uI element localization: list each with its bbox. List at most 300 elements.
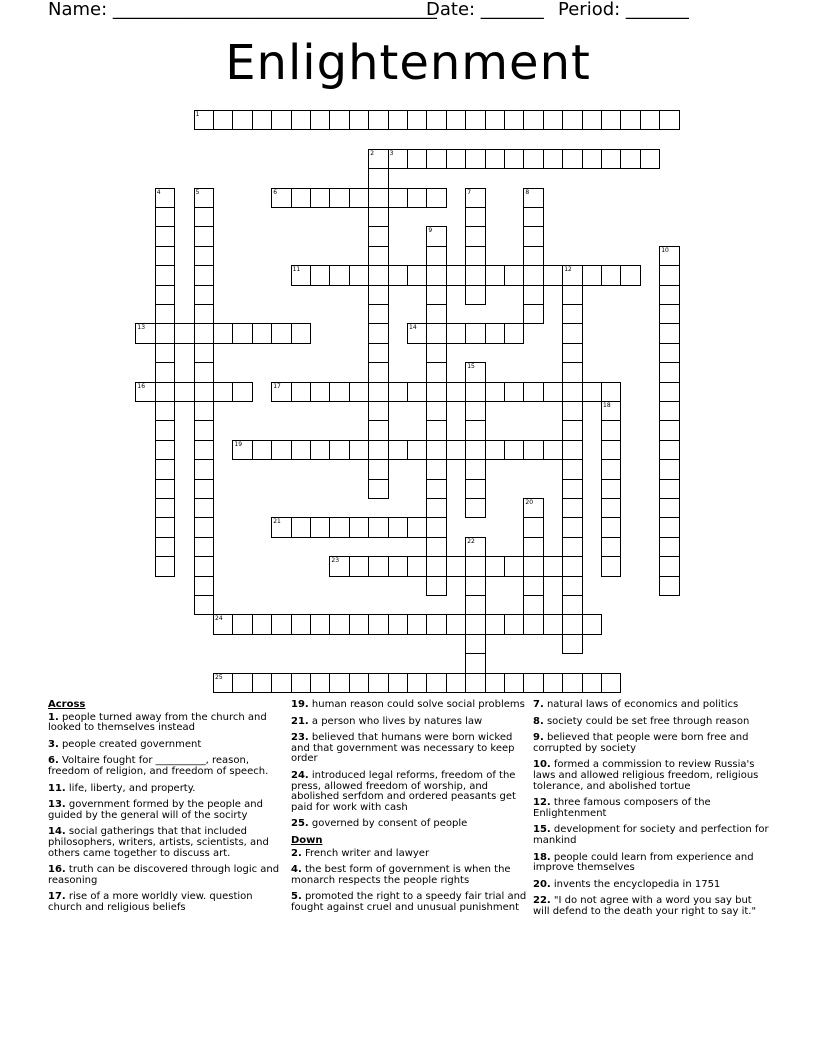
grid-cell[interactable] (368, 556, 388, 576)
grid-cell[interactable] (465, 110, 485, 130)
grid-cell[interactable] (523, 188, 543, 208)
grid-cell[interactable] (194, 207, 214, 227)
grid-cell[interactable] (388, 673, 408, 693)
grid-cell[interactable] (562, 362, 582, 382)
grid-cell[interactable] (465, 634, 485, 654)
grid-cell[interactable] (523, 673, 543, 693)
grid-cell[interactable] (135, 382, 155, 402)
grid-cell[interactable] (291, 440, 311, 460)
grid-cell[interactable] (640, 149, 660, 169)
grid-cell[interactable] (523, 595, 543, 615)
grid-cell[interactable] (194, 537, 214, 557)
grid-cell[interactable] (194, 304, 214, 324)
grid-cell[interactable] (407, 188, 427, 208)
grid-cell[interactable] (194, 595, 214, 615)
grid-cell[interactable] (291, 673, 311, 693)
grid-cell[interactable] (426, 149, 446, 169)
grid-cell[interactable] (426, 401, 446, 421)
grid-cell[interactable] (426, 576, 446, 596)
grid-cell[interactable] (213, 110, 233, 130)
grid-cell[interactable] (194, 110, 214, 130)
grid-cell[interactable] (232, 110, 252, 130)
grid-cell[interactable] (213, 382, 233, 402)
grid-cell[interactable] (155, 537, 175, 557)
grid-cell[interactable] (562, 614, 582, 634)
grid-cell[interactable] (523, 537, 543, 557)
grid-cell[interactable] (407, 149, 427, 169)
grid-cell[interactable] (465, 226, 485, 246)
grid-cell[interactable] (271, 673, 291, 693)
grid-cell[interactable] (291, 517, 311, 537)
grid-cell[interactable] (194, 401, 214, 421)
grid-cell[interactable] (465, 673, 485, 693)
grid-cell[interactable] (659, 576, 679, 596)
grid-cell[interactable] (523, 556, 543, 576)
grid-cell[interactable] (407, 382, 427, 402)
grid-cell[interactable] (562, 401, 582, 421)
grid-cell[interactable] (155, 401, 175, 421)
grid-cell[interactable] (504, 149, 524, 169)
grid-cell[interactable] (523, 246, 543, 266)
grid-cell[interactable] (523, 149, 543, 169)
grid-cell[interactable] (155, 265, 175, 285)
grid-cell[interactable] (194, 188, 214, 208)
grid-cell[interactable] (407, 614, 427, 634)
grid-cell[interactable] (155, 382, 175, 402)
grid-cell[interactable] (465, 537, 485, 557)
grid-cell[interactable] (407, 323, 427, 343)
grid-cell[interactable] (426, 517, 446, 537)
grid-cell[interactable] (232, 614, 252, 634)
grid-cell[interactable] (465, 246, 485, 266)
grid-cell[interactable] (426, 285, 446, 305)
grid-cell[interactable] (368, 168, 388, 188)
grid-cell[interactable] (543, 110, 563, 130)
grid-cell[interactable] (601, 537, 621, 557)
grid-cell[interactable] (523, 304, 543, 324)
grid-cell[interactable] (155, 420, 175, 440)
grid-cell[interactable] (659, 362, 679, 382)
grid-cell[interactable] (485, 440, 505, 460)
grid-cell[interactable] (485, 614, 505, 634)
grid-cell[interactable] (485, 382, 505, 402)
grid-cell[interactable] (310, 188, 330, 208)
grid-cell[interactable] (523, 517, 543, 537)
grid-cell[interactable] (659, 517, 679, 537)
grid-cell[interactable] (194, 323, 214, 343)
grid-cell[interactable] (523, 265, 543, 285)
grid-cell[interactable] (349, 382, 369, 402)
grid-cell[interactable] (388, 265, 408, 285)
grid-cell[interactable] (426, 246, 446, 266)
grid-cell[interactable] (446, 556, 466, 576)
grid-cell[interactable] (659, 304, 679, 324)
grid-cell[interactable] (601, 149, 621, 169)
grid-cell[interactable] (543, 149, 563, 169)
grid-cell[interactable] (388, 614, 408, 634)
grid-cell[interactable] (252, 440, 272, 460)
grid-cell[interactable] (291, 265, 311, 285)
grid-cell[interactable] (504, 382, 524, 402)
grid-cell[interactable] (465, 498, 485, 518)
grid-cell[interactable] (601, 556, 621, 576)
grid-cell[interactable] (562, 634, 582, 654)
grid-cell[interactable] (174, 382, 194, 402)
grid-cell[interactable] (465, 401, 485, 421)
grid-cell[interactable] (446, 440, 466, 460)
grid-cell[interactable] (407, 673, 427, 693)
grid-cell[interactable] (426, 265, 446, 285)
grid-cell[interactable] (620, 149, 640, 169)
grid-cell[interactable] (659, 343, 679, 363)
grid-cell[interactable] (504, 110, 524, 130)
grid-cell[interactable] (659, 420, 679, 440)
grid-cell[interactable] (562, 595, 582, 615)
grid-cell[interactable] (349, 556, 369, 576)
grid-cell[interactable] (485, 556, 505, 576)
grid-cell[interactable] (368, 401, 388, 421)
grid-cell[interactable] (388, 517, 408, 537)
grid-cell[interactable] (291, 110, 311, 130)
grid-cell[interactable] (465, 285, 485, 305)
grid-cell[interactable] (562, 285, 582, 305)
grid-cell[interactable] (155, 226, 175, 246)
grid-cell[interactable] (601, 110, 621, 130)
grid-cell[interactable] (601, 420, 621, 440)
grid-cell[interactable] (194, 343, 214, 363)
grid-cell[interactable] (601, 401, 621, 421)
grid-cell[interactable] (659, 498, 679, 518)
grid-cell[interactable] (426, 479, 446, 499)
grid-cell[interactable] (620, 265, 640, 285)
grid-cell[interactable] (659, 537, 679, 557)
grid-cell[interactable] (155, 517, 175, 537)
grid-cell[interactable] (368, 226, 388, 246)
grid-cell[interactable] (426, 459, 446, 479)
grid-cell[interactable] (174, 323, 194, 343)
grid-cell[interactable] (194, 517, 214, 537)
grid-cell[interactable] (562, 110, 582, 130)
grid-cell[interactable] (368, 149, 388, 169)
grid-cell[interactable] (523, 207, 543, 227)
grid-cell[interactable] (465, 459, 485, 479)
grid-cell[interactable] (388, 149, 408, 169)
grid-cell[interactable] (543, 382, 563, 402)
grid-cell[interactable] (465, 265, 485, 285)
grid-cell[interactable] (271, 614, 291, 634)
grid-cell[interactable] (562, 517, 582, 537)
grid-cell[interactable] (582, 382, 602, 402)
grid-cell[interactable] (426, 188, 446, 208)
grid-cell[interactable] (155, 459, 175, 479)
grid-cell[interactable] (426, 537, 446, 557)
grid-cell[interactable] (523, 576, 543, 596)
grid-cell[interactable] (368, 285, 388, 305)
grid-cell[interactable] (252, 673, 272, 693)
grid-cell[interactable] (349, 517, 369, 537)
grid-cell[interactable] (659, 401, 679, 421)
grid-cell[interactable] (562, 420, 582, 440)
grid-cell[interactable] (562, 576, 582, 596)
grid-cell[interactable] (465, 188, 485, 208)
grid-cell[interactable] (523, 498, 543, 518)
grid-cell[interactable] (562, 304, 582, 324)
grid-cell[interactable] (368, 110, 388, 130)
grid-cell[interactable] (349, 673, 369, 693)
grid-cell[interactable] (601, 479, 621, 499)
grid-cell[interactable] (485, 149, 505, 169)
grid-cell[interactable] (465, 149, 485, 169)
grid-cell[interactable] (426, 556, 446, 576)
grid-cell[interactable] (368, 479, 388, 499)
grid-cell[interactable] (659, 265, 679, 285)
grid-cell[interactable] (155, 188, 175, 208)
grid-cell[interactable] (310, 614, 330, 634)
name-field[interactable]: Name: ____________________________________ (48, 0, 437, 20)
grid-cell[interactable] (659, 479, 679, 499)
grid-cell[interactable] (562, 537, 582, 557)
grid-cell[interactable] (194, 226, 214, 246)
grid-cell[interactable] (582, 673, 602, 693)
grid-cell[interactable] (465, 362, 485, 382)
grid-cell[interactable] (329, 382, 349, 402)
grid-cell[interactable] (426, 323, 446, 343)
grid-cell[interactable] (213, 614, 233, 634)
grid-cell[interactable] (523, 382, 543, 402)
grid-cell[interactable] (446, 382, 466, 402)
grid-cell[interactable] (543, 614, 563, 634)
grid-cell[interactable] (523, 110, 543, 130)
grid-cell[interactable] (601, 673, 621, 693)
grid-cell[interactable] (426, 110, 446, 130)
grid-cell[interactable] (659, 382, 679, 402)
grid-cell[interactable] (465, 207, 485, 227)
grid-cell[interactable] (310, 440, 330, 460)
grid-cell[interactable] (368, 188, 388, 208)
grid-cell[interactable] (582, 614, 602, 634)
grid-cell[interactable] (388, 556, 408, 576)
grid-cell[interactable] (465, 440, 485, 460)
grid-cell[interactable] (659, 556, 679, 576)
grid-cell[interactable] (504, 323, 524, 343)
grid-cell[interactable] (194, 498, 214, 518)
grid-cell[interactable] (485, 265, 505, 285)
grid-cell[interactable] (543, 556, 563, 576)
grid-cell[interactable] (349, 265, 369, 285)
grid-cell[interactable] (465, 323, 485, 343)
grid-cell[interactable] (155, 556, 175, 576)
grid-cell[interactable] (659, 246, 679, 266)
grid-cell[interactable] (368, 323, 388, 343)
grid-cell[interactable] (368, 517, 388, 537)
grid-cell[interactable] (135, 323, 155, 343)
grid-cell[interactable] (562, 479, 582, 499)
grid-cell[interactable] (232, 440, 252, 460)
grid-cell[interactable] (194, 576, 214, 596)
grid-cell[interactable] (407, 556, 427, 576)
grid-cell[interactable] (659, 285, 679, 305)
grid-cell[interactable] (407, 110, 427, 130)
grid-cell[interactable] (368, 343, 388, 363)
date-field[interactable]: Date: _______ (426, 0, 544, 20)
grid-cell[interactable] (465, 576, 485, 596)
grid-cell[interactable] (640, 110, 660, 130)
grid-cell[interactable] (601, 382, 621, 402)
grid-cell[interactable] (659, 459, 679, 479)
grid-cell[interactable] (232, 673, 252, 693)
grid-cell[interactable] (446, 265, 466, 285)
grid-cell[interactable] (291, 614, 311, 634)
grid-cell[interactable] (446, 323, 466, 343)
grid-cell[interactable] (349, 188, 369, 208)
grid-cell[interactable] (465, 382, 485, 402)
grid-cell[interactable] (562, 673, 582, 693)
grid-cell[interactable] (523, 614, 543, 634)
grid-cell[interactable] (194, 285, 214, 305)
grid-cell[interactable] (562, 556, 582, 576)
grid-cell[interactable] (659, 440, 679, 460)
grid-cell[interactable] (232, 323, 252, 343)
grid-cell[interactable] (329, 673, 349, 693)
grid-cell[interactable] (582, 110, 602, 130)
grid-cell[interactable] (368, 440, 388, 460)
grid-cell[interactable] (601, 459, 621, 479)
grid-cell[interactable] (446, 149, 466, 169)
grid-cell[interactable] (194, 265, 214, 285)
grid-cell[interactable] (194, 440, 214, 460)
grid-cell[interactable] (388, 440, 408, 460)
grid-cell[interactable] (213, 673, 233, 693)
grid-cell[interactable] (310, 517, 330, 537)
grid-cell[interactable] (232, 382, 252, 402)
grid-cell[interactable] (349, 614, 369, 634)
grid-cell[interactable] (368, 207, 388, 227)
grid-cell[interactable] (562, 149, 582, 169)
grid-cell[interactable] (485, 673, 505, 693)
grid-cell[interactable] (426, 420, 446, 440)
grid-cell[interactable] (155, 440, 175, 460)
grid-cell[interactable] (426, 343, 446, 363)
grid-cell[interactable] (504, 556, 524, 576)
grid-cell[interactable] (271, 440, 291, 460)
grid-cell[interactable] (426, 382, 446, 402)
grid-cell[interactable] (485, 323, 505, 343)
grid-cell[interactable] (194, 420, 214, 440)
grid-cell[interactable] (368, 673, 388, 693)
grid-cell[interactable] (155, 323, 175, 343)
grid-cell[interactable] (426, 362, 446, 382)
grid-cell[interactable] (310, 673, 330, 693)
grid-cell[interactable] (465, 479, 485, 499)
grid-cell[interactable] (426, 673, 446, 693)
grid-cell[interactable] (407, 440, 427, 460)
grid-cell[interactable] (291, 382, 311, 402)
grid-cell[interactable] (155, 498, 175, 518)
grid-cell[interactable] (562, 265, 582, 285)
grid-cell[interactable] (465, 614, 485, 634)
grid-cell[interactable] (368, 382, 388, 402)
grid-cell[interactable] (310, 110, 330, 130)
grid-cell[interactable] (388, 188, 408, 208)
grid-cell[interactable] (504, 265, 524, 285)
grid-cell[interactable] (252, 110, 272, 130)
grid-cell[interactable] (329, 188, 349, 208)
grid-cell[interactable] (426, 440, 446, 460)
grid-cell[interactable] (329, 556, 349, 576)
grid-cell[interactable] (601, 440, 621, 460)
grid-cell[interactable] (310, 382, 330, 402)
grid-cell[interactable] (194, 382, 214, 402)
grid-cell[interactable] (155, 362, 175, 382)
grid-cell[interactable] (465, 595, 485, 615)
grid-cell[interactable] (426, 498, 446, 518)
grid-cell[interactable] (368, 246, 388, 266)
grid-cell[interactable] (271, 110, 291, 130)
grid-cell[interactable] (426, 614, 446, 634)
grid-cell[interactable] (291, 188, 311, 208)
grid-cell[interactable] (523, 440, 543, 460)
grid-cell[interactable] (582, 149, 602, 169)
grid-cell[interactable] (426, 304, 446, 324)
grid-cell[interactable] (465, 653, 485, 673)
grid-cell[interactable] (329, 517, 349, 537)
grid-cell[interactable] (155, 246, 175, 266)
grid-cell[interactable] (446, 673, 466, 693)
grid-cell[interactable] (271, 188, 291, 208)
grid-cell[interactable] (329, 440, 349, 460)
grid-cell[interactable] (329, 265, 349, 285)
grid-cell[interactable] (562, 459, 582, 479)
grid-cell[interactable] (155, 343, 175, 363)
grid-cell[interactable] (194, 246, 214, 266)
grid-cell[interactable] (426, 226, 446, 246)
grid-cell[interactable] (601, 517, 621, 537)
grid-cell[interactable] (194, 459, 214, 479)
grid-cell[interactable] (252, 614, 272, 634)
grid-cell[interactable] (446, 614, 466, 634)
grid-cell[interactable] (329, 110, 349, 130)
grid-cell[interactable] (543, 440, 563, 460)
grid-cell[interactable] (310, 265, 330, 285)
grid-cell[interactable] (252, 323, 272, 343)
grid-cell[interactable] (504, 673, 524, 693)
grid-cell[interactable] (601, 265, 621, 285)
grid-cell[interactable] (329, 614, 349, 634)
grid-cell[interactable] (523, 285, 543, 305)
grid-cell[interactable] (291, 323, 311, 343)
grid-cell[interactable] (349, 110, 369, 130)
grid-cell[interactable] (485, 110, 505, 130)
grid-cell[interactable] (562, 382, 582, 402)
period-field[interactable]: Period: _______ (558, 0, 689, 20)
grid-cell[interactable] (582, 265, 602, 285)
grid-cell[interactable] (388, 382, 408, 402)
grid-cell[interactable] (368, 362, 388, 382)
grid-cell[interactable] (407, 265, 427, 285)
grid-cell[interactable] (659, 110, 679, 130)
grid-cell[interactable] (368, 265, 388, 285)
grid-cell[interactable] (504, 440, 524, 460)
grid-cell[interactable] (271, 517, 291, 537)
grid-cell[interactable] (562, 343, 582, 363)
grid-cell[interactable] (562, 498, 582, 518)
grid-cell[interactable] (543, 673, 563, 693)
grid-cell[interactable] (388, 110, 408, 130)
grid-cell[interactable] (349, 440, 369, 460)
grid-cell[interactable] (504, 614, 524, 634)
grid-cell[interactable] (368, 304, 388, 324)
grid-cell[interactable] (523, 226, 543, 246)
